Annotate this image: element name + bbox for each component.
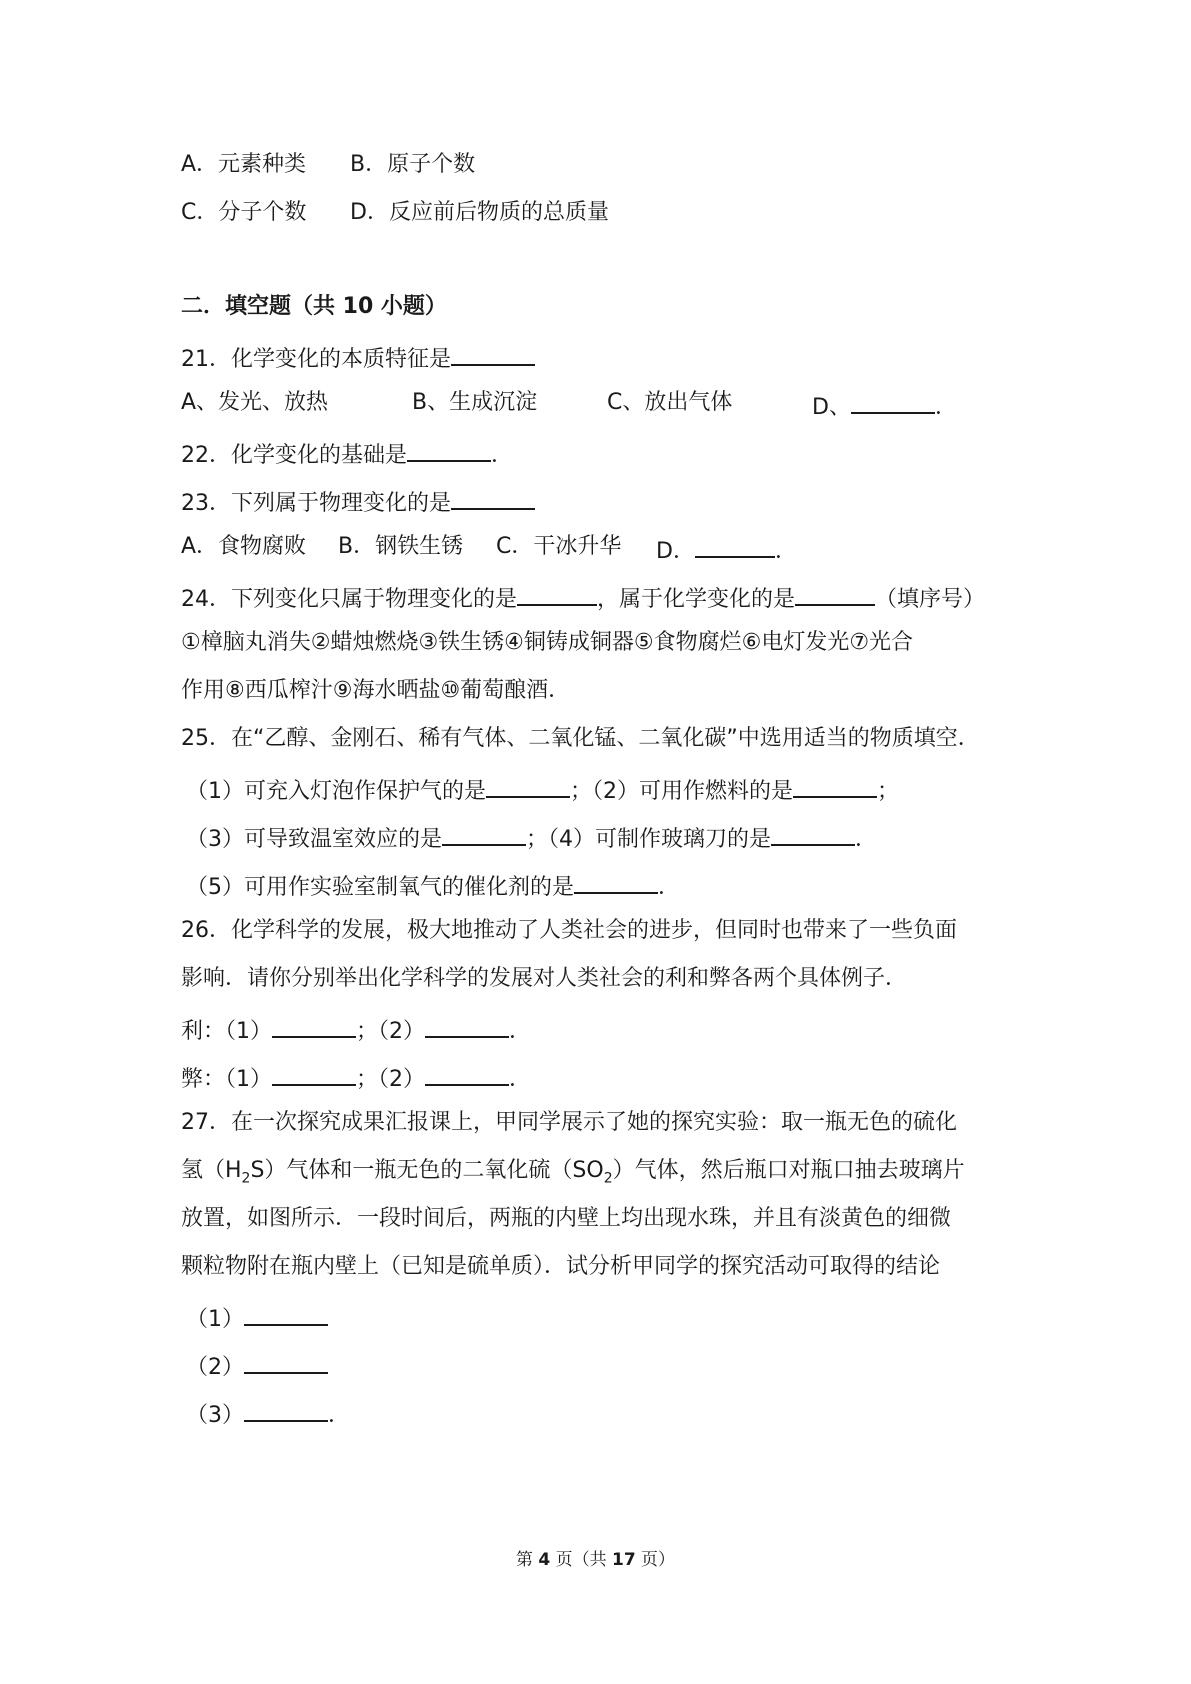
q23-option-c: C．干冰升华 xyxy=(496,534,622,559)
answer-blank[interactable] xyxy=(695,532,775,558)
answer-blank[interactable] xyxy=(771,820,855,846)
question-21-stem: 21．化学变化的本质特征是 xyxy=(181,347,451,372)
q21-option-b: B、生成沉淀 xyxy=(412,390,538,415)
q25-part-5: （5）可用作实验室制氧气的催化剂的是 ． xyxy=(186,868,680,903)
q21-option-a: A、发光、放热 xyxy=(181,390,329,415)
answer-blank[interactable] xyxy=(574,868,658,894)
section-title: 二．填空题（共 10 小题） xyxy=(181,294,447,319)
question-26: 26．化学科学的发展，极大地推动了人类社会的进步，但同时也带来了一些负面 xyxy=(181,918,957,943)
answer-blank[interactable] xyxy=(451,340,535,366)
question-26-cont: 影响．请你分别举出化学科学的发展对人类社会的利和弊各两个具体例子． xyxy=(181,966,908,991)
answer-blank[interactable] xyxy=(244,1348,328,1374)
answer-blank[interactable] xyxy=(425,1012,509,1038)
answer-blank[interactable] xyxy=(851,388,935,414)
question-27: 27．在一次探究成果汇报课上，甲同学展示了她的探究实验：取一瓶无色的硫化 xyxy=(181,1110,957,1135)
question-27-cont-2: 放置，如图所示．一段时间后，两瓶的内壁上均出现水珠，并且有淡黄色的细微 xyxy=(181,1206,952,1231)
question-23: 23．下列属于物理变化的是 xyxy=(181,484,535,519)
option-c: C．分子个数 xyxy=(181,200,307,225)
question-22: 22．化学变化的基础是 ． xyxy=(181,436,513,471)
question-24-items: ①樟脑丸消失②蜡烛燃烧③铁生锈④铜铸成铜器⑤食物腐烂⑥电灯发光⑦光合 xyxy=(181,630,914,655)
answer-blank[interactable] xyxy=(517,580,597,606)
q27-answer-3: （3） ． xyxy=(186,1396,350,1431)
answer-blank[interactable] xyxy=(244,1396,328,1422)
q23-option-a: A．食物腐败 xyxy=(181,534,307,559)
option-a: A．元素种类 xyxy=(181,152,307,177)
question-24: 24．下列变化只属于物理变化的是 ，属于化学变化的是 （填序号） xyxy=(181,580,985,615)
page-number: 4 xyxy=(538,1550,551,1570)
q21-option-d: D、 ． xyxy=(812,388,957,423)
answer-blank[interactable] xyxy=(425,1060,509,1086)
question-24-items-cont: 作用⑧西瓜榨汁⑨海水晒盐⑩葡萄酿酒． xyxy=(181,678,571,703)
q25-parts-1-2: （1）可充入灯泡作保护气的是 ；（2）可用作燃料的是 ； xyxy=(186,772,899,807)
q26-benefits: 利：（1） ；（2） ． xyxy=(181,1012,531,1047)
answer-blank[interactable] xyxy=(795,580,875,606)
q27-answer-1: （1） xyxy=(186,1300,328,1335)
page-total: 17 xyxy=(611,1550,636,1570)
question-25: 25．在“乙醇、金刚石、稀有气体、二氧化锰、二氧化碳”中选用适当的物质填空． xyxy=(181,726,980,751)
answer-blank[interactable] xyxy=(407,436,491,462)
question-27-cont-3: 颗粒物附在瓶内壁上（已知是硫单质）．试分析甲同学的探究活动可取得的结论 xyxy=(181,1254,941,1279)
answer-blank[interactable] xyxy=(793,772,877,798)
answer-blank[interactable] xyxy=(272,1060,356,1086)
q21-option-c: C、放出气体 xyxy=(607,390,733,415)
question-21 xyxy=(181,340,535,375)
q23-option-d: D． ． xyxy=(656,532,797,567)
answer-blank[interactable] xyxy=(442,820,526,846)
q27-answer-2: （2） xyxy=(186,1348,328,1383)
q25-parts-3-4: （3）可导致温室效应的是 ；（4）可制作玻璃刀的是 ． xyxy=(186,820,877,855)
page-footer: 第 4 页（共 17 页） xyxy=(515,1550,676,1570)
answer-blank[interactable] xyxy=(486,772,570,798)
answer-blank[interactable] xyxy=(244,1300,328,1326)
answer-blank[interactable] xyxy=(451,484,535,510)
q23-option-b: B．钢铁生锈 xyxy=(338,534,464,559)
option-d: D．反应前后物质的总质量 xyxy=(350,200,609,225)
question-27-cont-1: 氢$(H_2S)$气体和一瓶无色的二氧化硫$(SO_2)$气体，然后瓶口对瓶口抽去玻璃片 xyxy=(181,1158,965,1187)
option-b: B．原子个数 xyxy=(350,152,476,177)
q26-drawbacks: 弊：（1） ；（2） ． xyxy=(181,1060,531,1095)
answer-blank[interactable] xyxy=(272,1012,356,1038)
